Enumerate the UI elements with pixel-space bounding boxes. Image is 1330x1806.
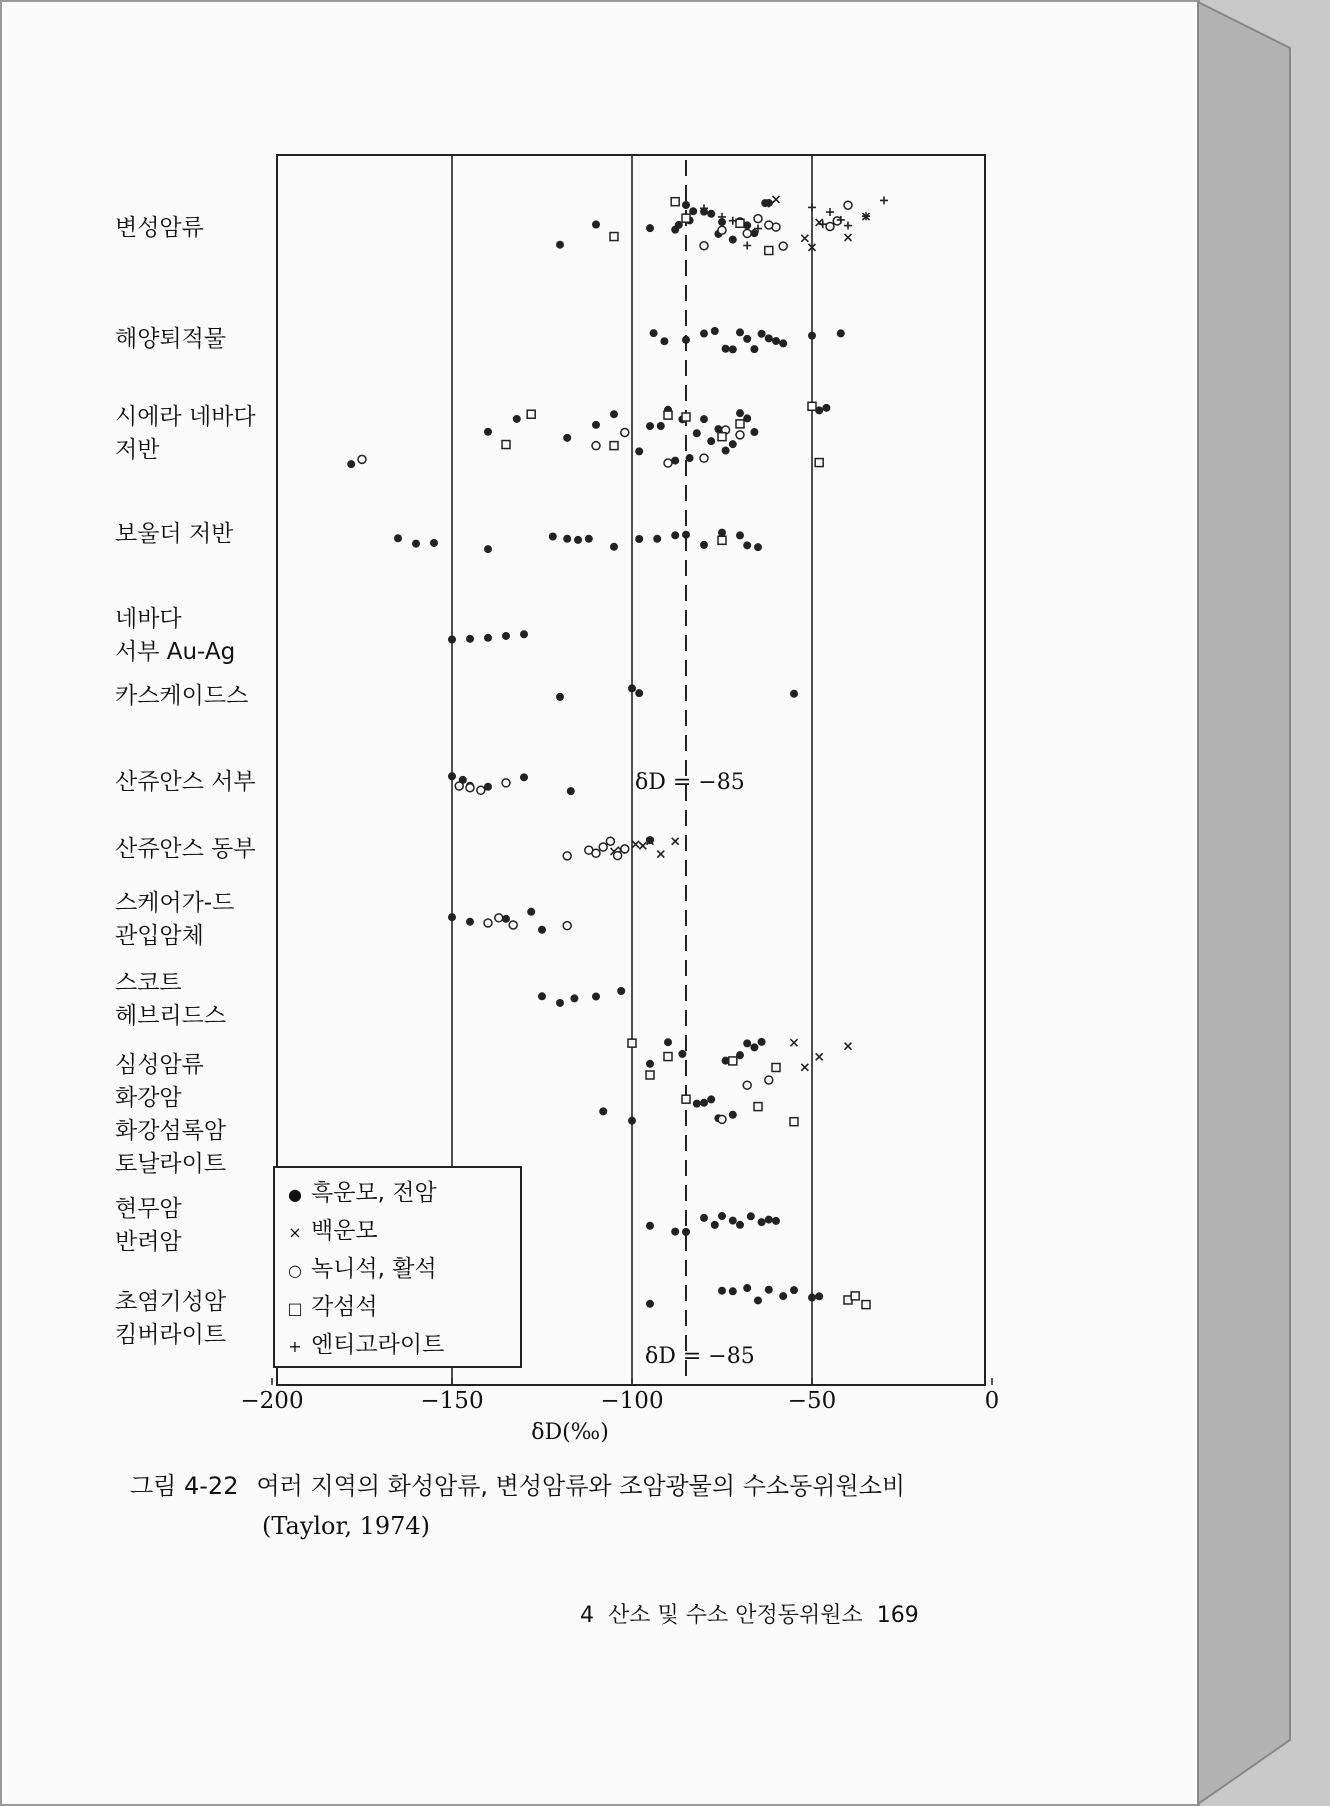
data-point [707,437,715,445]
data-point [639,842,646,849]
data-point [729,1217,737,1225]
data-point [736,1221,744,1229]
data-point [646,1060,654,1068]
legend-item [285,1174,437,1210]
data-point [743,1039,751,1047]
data-point [563,535,571,543]
data-point [700,541,708,549]
category-label: 현무암 반려암 [115,1196,182,1255]
x-tick-label: −100 [600,1388,664,1414]
data-point [736,409,744,417]
data-point [567,787,575,795]
data-point [700,415,708,423]
data-point [671,1228,679,1236]
data-point [729,440,737,448]
legend-item [285,1326,444,1362]
data-point [646,1300,654,1308]
data-point [653,535,661,543]
data-point [779,1292,787,1300]
data-point [747,1212,755,1220]
figure-caption [130,1466,905,1501]
data-point [563,922,571,930]
data-point [466,784,474,792]
data-point [743,241,751,249]
data-point [729,345,737,353]
footer-chapter: 4 [580,1603,594,1628]
data-point [646,422,654,430]
data-point [718,529,726,537]
data-point [790,1286,798,1294]
data-point [816,1053,823,1060]
data-point [693,429,701,437]
data-point [682,413,690,421]
data-point [682,531,690,539]
data-point [718,226,726,234]
data-point [779,339,787,347]
data-point [455,782,463,790]
data-point [801,1064,808,1071]
data-point [549,532,557,540]
data-point [657,851,664,858]
data-point [592,421,600,429]
data-point [664,459,672,467]
data-point [527,908,535,916]
x-ticks [272,1378,992,1385]
category-label: 해양퇴적물 [115,326,227,352]
data-point [862,1301,870,1309]
data-point [628,1039,636,1047]
data-point [815,1292,823,1300]
data-point [621,845,629,853]
data-point [686,454,694,462]
data-point [736,420,744,428]
data-point [646,1071,654,1079]
data-point [711,1221,719,1229]
category-label: 스코트 헤브리드스 [115,970,227,1029]
reference-label-lower: δD = −85 [645,1344,755,1369]
data-point [765,334,773,342]
data-point [718,433,726,441]
data-point [448,913,456,921]
data-point [845,234,852,241]
legend-symbol: ○ [288,1261,302,1280]
data-point [448,635,456,643]
data-point [660,337,668,345]
data-point [592,993,600,1001]
data-point [448,772,456,780]
reference-label-upper: δD = −85 [635,770,745,795]
data-point [556,241,564,249]
data-point [610,543,618,551]
data-point [707,1095,715,1103]
data-point [628,684,636,692]
data-point [711,327,719,335]
data-point [826,208,834,216]
data-point [791,1039,798,1046]
data-point [599,843,607,851]
data-point [743,541,751,549]
data-point [570,994,578,1002]
data-point [722,345,730,353]
data-point [484,545,492,553]
caption-text: 여러 지역의 화성암류, 변성암류와 조암광물의 수소동위원소비 [256,1472,906,1500]
legend-label: 엔티고라이트 [311,1332,445,1358]
x-tick-label: −150 [420,1388,484,1414]
legend-item [285,1212,378,1248]
data-point [790,1118,798,1126]
data-point [556,999,564,1007]
data-point [754,1103,762,1111]
data-point [693,1100,701,1108]
data-point [610,233,618,241]
data-point [808,203,816,211]
data-point [758,330,766,338]
data-point [743,1081,751,1089]
data-point [743,335,751,343]
data-point [736,531,744,539]
data-point [736,328,744,336]
data-point [754,1296,762,1304]
data-point [750,1043,758,1051]
category-label: 스케어가-드 관입암체 [115,890,235,949]
data-point [574,536,582,544]
x-tick-label: 0 [984,1388,1000,1414]
data-point [520,773,528,781]
data-point [632,841,639,848]
data-point [621,429,629,437]
x-tick-label: −50 [787,1388,837,1414]
data-point [718,1287,726,1295]
data-point [614,852,622,860]
category-label: 초염기성암 킴버라이트 [115,1289,227,1348]
data-point [606,837,614,845]
data-point [772,1217,780,1225]
data-point [790,690,798,698]
data-point [502,779,510,787]
data-point [682,336,690,344]
data-point [509,921,517,929]
page-footer [580,1598,933,1629]
data-point [646,224,654,232]
data-point [617,987,625,995]
legend [273,1166,522,1368]
data-point [758,1218,766,1226]
legend-symbol: □ [287,1299,303,1318]
legend-label: 각섬석 [311,1294,378,1320]
data-point [844,222,852,230]
data-point [394,534,402,542]
data-point [484,634,492,642]
data-point [729,1111,737,1119]
data-point [682,1095,690,1103]
footer-title: 산소 및 수소 안정동위원소 [608,1603,863,1628]
data-point [765,1076,773,1084]
data-point [628,1117,636,1125]
data-point [700,330,708,338]
legend-symbol: ● [288,1185,302,1204]
data-point [599,1107,607,1115]
data-point [765,1286,773,1294]
page-number: 169 [876,1603,919,1628]
data-point [477,786,485,794]
data-point [585,535,593,543]
data-marks [347,196,888,1309]
caption-number: 그림 4-22 [130,1472,239,1500]
data-point [657,422,665,430]
data-point [538,926,546,934]
data-point [718,1212,726,1220]
data-point [736,219,744,227]
data-point [538,992,546,1000]
legend-symbol: × [288,1223,302,1242]
data-point [808,332,816,340]
data-point [765,1216,773,1224]
data-point [718,1115,726,1123]
data-point [635,535,643,543]
data-point [495,914,503,922]
data-point [466,918,474,926]
data-point [563,434,571,442]
data-point [736,431,744,439]
data-point [844,201,852,209]
data-point [527,410,535,418]
category-label: 산쥬안스 동부 [115,836,256,862]
data-point [750,428,758,436]
data-point [837,329,845,337]
data-point [754,543,762,551]
data-point [765,247,773,255]
data-point [700,454,708,462]
data-point [412,540,420,548]
category-label: 심성암류 화강암 화강섬록암 토날라이트 [115,1052,227,1177]
data-point [779,242,787,250]
caption-source: (Taylor, 1974) [262,1512,431,1540]
data-point [466,635,474,643]
data-point [592,442,600,450]
data-point [772,1063,780,1071]
data-point [358,455,366,463]
data-point [513,415,521,423]
data-point [610,442,618,450]
data-point [851,1292,859,1300]
data-point [635,689,643,697]
legend-label: 흑운모, 전암 [311,1180,437,1206]
data-point [845,1043,852,1050]
data-point [758,1038,766,1046]
data-point [743,229,751,237]
data-point [678,1050,686,1058]
data-point [347,460,355,468]
data-point [729,1287,737,1295]
x-tick-label: −200 [240,1388,304,1414]
data-point [430,539,438,547]
data-point [520,630,528,638]
legend-symbol: + [288,1337,302,1356]
data-point [700,1099,708,1107]
data-point [682,214,690,222]
data-point [502,441,510,449]
category-label: 보울더 저반 [115,521,234,547]
data-point [484,919,492,927]
category-label: 네바다 서부 Au-Ag [115,606,236,665]
data-point [664,1053,672,1061]
category-label: 카스케이드스 [115,683,249,709]
data-point [635,447,643,455]
data-point [707,210,715,218]
data-point [484,428,492,436]
data-point [750,345,758,353]
data-point [772,337,780,345]
data-point [765,221,773,229]
data-point [664,411,672,419]
category-label: 산쥬안스 서부 [115,769,256,795]
data-point [722,447,730,455]
data-point [646,1222,654,1230]
data-point [801,235,808,242]
data-point [682,201,690,209]
legend-label: 녹니석, 활석 [311,1256,437,1282]
data-point [556,693,564,701]
data-point [808,1294,816,1302]
data-point [815,459,823,467]
data-point [718,536,726,544]
data-point [682,1228,690,1236]
data-point [880,196,888,204]
data-point [650,329,658,337]
data-point [773,196,780,203]
data-point [592,221,600,229]
data-point [672,838,679,845]
data-point [754,215,762,223]
data-point [502,632,510,640]
legend-item [285,1288,378,1324]
legend-item [285,1250,437,1286]
data-point [610,410,618,418]
data-point [671,198,679,206]
data-point [729,1057,737,1065]
data-point [729,236,737,244]
data-point [563,852,571,860]
data-point [700,242,708,250]
data-point [743,1284,751,1292]
data-point [592,849,600,857]
category-label: 변성암류 [115,215,204,241]
data-point [700,1214,708,1222]
data-point [826,222,834,230]
data-point [822,404,830,412]
data-point [664,1038,672,1046]
data-point [808,402,816,410]
category-label: 시에라 네바다 저반 [115,404,256,463]
x-axis-label: δD(‰) [531,1420,609,1445]
legend-label: 백운모 [311,1218,378,1244]
data-point [671,531,679,539]
